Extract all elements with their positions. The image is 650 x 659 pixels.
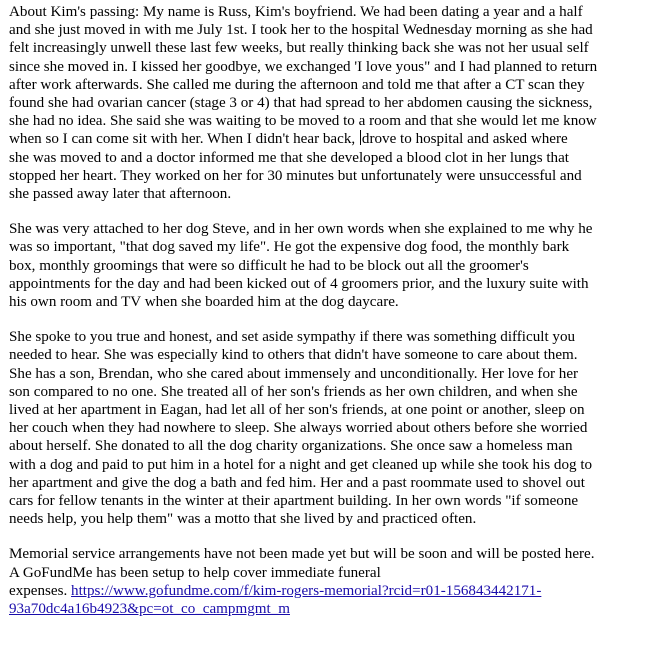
- text-line: found she had ovarian cancer (stage 3 or 4) that had spread to her abdomen causing the sickness,: [9, 95, 593, 112]
- text-line: about herself. She donated to all the dog charity organizations. She once saw a homeless man: [9, 438, 573, 455]
- text-line: [9, 600, 644, 618]
- text-segment: drove to hospital and asked where: [361, 131, 568, 148]
- text-line: she was moved to and a doctor informed me that she developed a blood clot in her lungs that: [9, 149, 570, 166]
- text-segment: expenses.: [9, 582, 68, 599]
- text-line: lived at her apartment in Eagan, had let all of her son's friends, at one point or another, sleep on: [9, 402, 585, 419]
- text-line: She has a son, Brendan, who she cared about immensely and unconditionally. Her love for her: [9, 365, 579, 382]
- text-line: she passed away later that afternoon.: [9, 186, 232, 203]
- text-line: Memorial service arrangements have not been made yet but will be soon and will be posted here.: [9, 546, 595, 563]
- text-line: and she just moved in with me July 1st. I took her to the hospital Wednesday morning as she had: [9, 22, 593, 39]
- text-line: son compared to no one. She treated all of her son's friends as her own children, and when she: [9, 383, 578, 400]
- text-line: A GoFundMe has been setup to help cover immediate funeral: [9, 564, 381, 581]
- gofundme-link-part1[interactable]: https://www.gofundme.com/f/kim-rogers-memorial?rcid=r01-156843442171-: [71, 582, 542, 599]
- text-line: box, monthly groomings that were so difficult he had to be block out all the groomer's: [9, 257, 529, 274]
- paragraph-character: [9, 328, 644, 528]
- text-line: her couch when they had nowhere to sleep. She always worried about others before she worried: [9, 420, 588, 437]
- text-line: appointments for the day and had been kicked out of 4 groomers prior, and the luxury suite with: [9, 275, 589, 292]
- document-body: [9, 3, 644, 635]
- text-line: About Kim's passing: My name is Russ, Kim's boyfriend. We had been dating a year and a half: [9, 4, 583, 20]
- text-line: since she moved in. I kissed her goodbye, we exchanged 'I love yous" and I had planned to return: [9, 58, 598, 75]
- text-line: needs help, you help them" was a motto that she lived by and practiced often.: [9, 511, 477, 528]
- gofundme-link-part2[interactable]: 93a70dc4a16b4923&pc=ot_co_campmgmt_m: [9, 601, 290, 618]
- text-line: cars for fellow tenants in the winter at their apartment building. In her own words "if someone: [9, 493, 579, 510]
- paragraph-memorial: [9, 545, 644, 618]
- text-line: was so important, "that dog saved my life". He got the expensive dog food, the monthly bark: [9, 239, 570, 256]
- text-line: with a dog and paid to put him in a hotel for a night and get cleaned up while she took his dog to: [9, 456, 593, 473]
- text-line: felt increasingly unwell these last few weeks, but really thinking back she was not her usual self: [9, 40, 589, 57]
- text-line: stopped her heart. They worked on her for 30 minutes but unfortunately were unsuccessful and: [9, 167, 582, 184]
- text-line: She spoke to you true and honest, and set aside sympathy if there was something difficult you: [9, 329, 576, 346]
- text-cursor: [360, 130, 361, 145]
- text-line: her apartment and give the dog a bath and fed him. Her and a past roommate used to shovel out: [9, 474, 585, 491]
- text-line: needed to hear. She was especially kind to others that didn't have someone to care about them.: [9, 347, 578, 364]
- text-line: [9, 130, 644, 148]
- text-line: She was very attached to her dog Steve, and in her own words when she explained to me why he: [9, 221, 593, 238]
- paragraph-dog-steve: [9, 220, 644, 311]
- text-line: after work afterwards. She called me during the afternoon and told me that after a CT scan they: [9, 76, 585, 93]
- text-line: his own room and TV when she boarded him at the dog daycare.: [9, 294, 399, 311]
- text-segment: when so I can come sit with her. When I didn't hear back,: [9, 131, 356, 148]
- text-line: she had no idea. She said she was waiting to be moved to a room and that she would let me know: [9, 113, 597, 130]
- paragraph-passing: [9, 3, 644, 203]
- text-line: [9, 582, 644, 600]
